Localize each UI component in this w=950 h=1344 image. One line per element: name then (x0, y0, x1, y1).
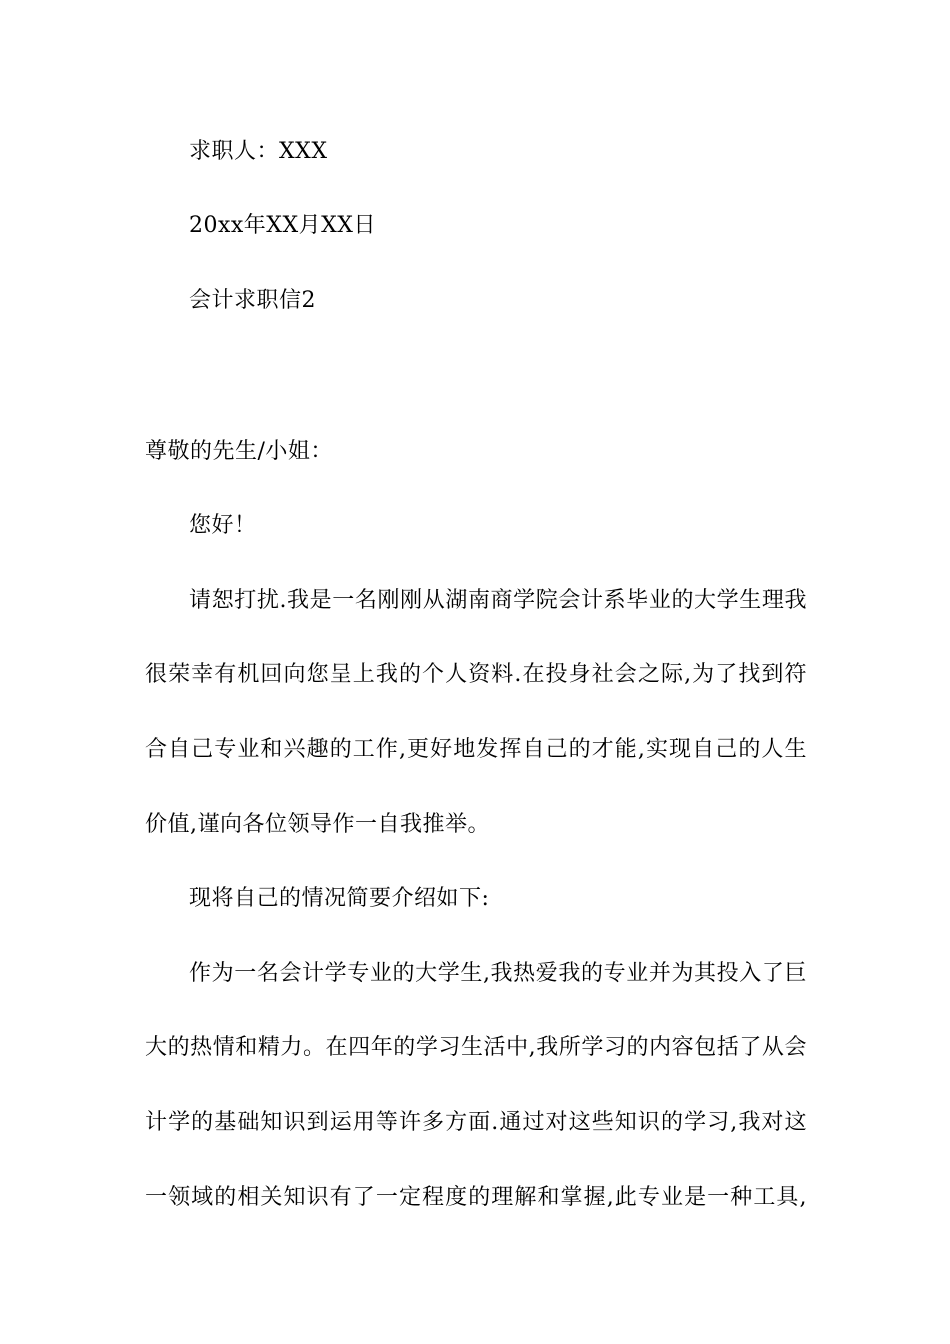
paragraph-3-line-3: 计学的基础知识到运用等许多方面.通过对这些知识的学习,我对这 (145, 1110, 807, 1135)
paragraph-3-line-2: 大的热情和精力。在四年的学习生活中,我所学习的内容包括了从会 (145, 1035, 807, 1060)
letter-date: 20xx年XX月XX日 (189, 213, 376, 238)
paragraph-1-line-4: 价值,谨向各位领导作一自我推举。 (145, 812, 490, 837)
paragraph-1-line-1: 请恕打扰.我是一名刚刚从湖南商学院会计系毕业的大学生理我 (189, 588, 807, 613)
applicant-signature: 求职人：XXX (189, 139, 328, 164)
paragraph-1-line-3: 合自己专业和兴趣的工作,更好地发挥自己的才能,实现自己的人生 (145, 737, 807, 762)
paragraph-3-line-1: 作为一名会计学专业的大学生,我热爱我的专业并为其投入了巨 (189, 961, 807, 986)
paragraph-2-line-1: 现将自己的情况简要介绍如下: (189, 886, 490, 911)
letter-title: 会计求职信2 (189, 288, 316, 313)
salutation: 尊敬的先生/小姐： (145, 439, 333, 464)
greeting: 您好！ (189, 513, 257, 538)
paragraph-3-line-4: 一领域的相关知识有了一定程度的理解和掌握,此专业是一种工具, (145, 1185, 807, 1210)
paragraph-1-line-2: 很荣幸有机回向您呈上我的个人资料.在投身社会之际,为了找到符 (145, 662, 807, 687)
